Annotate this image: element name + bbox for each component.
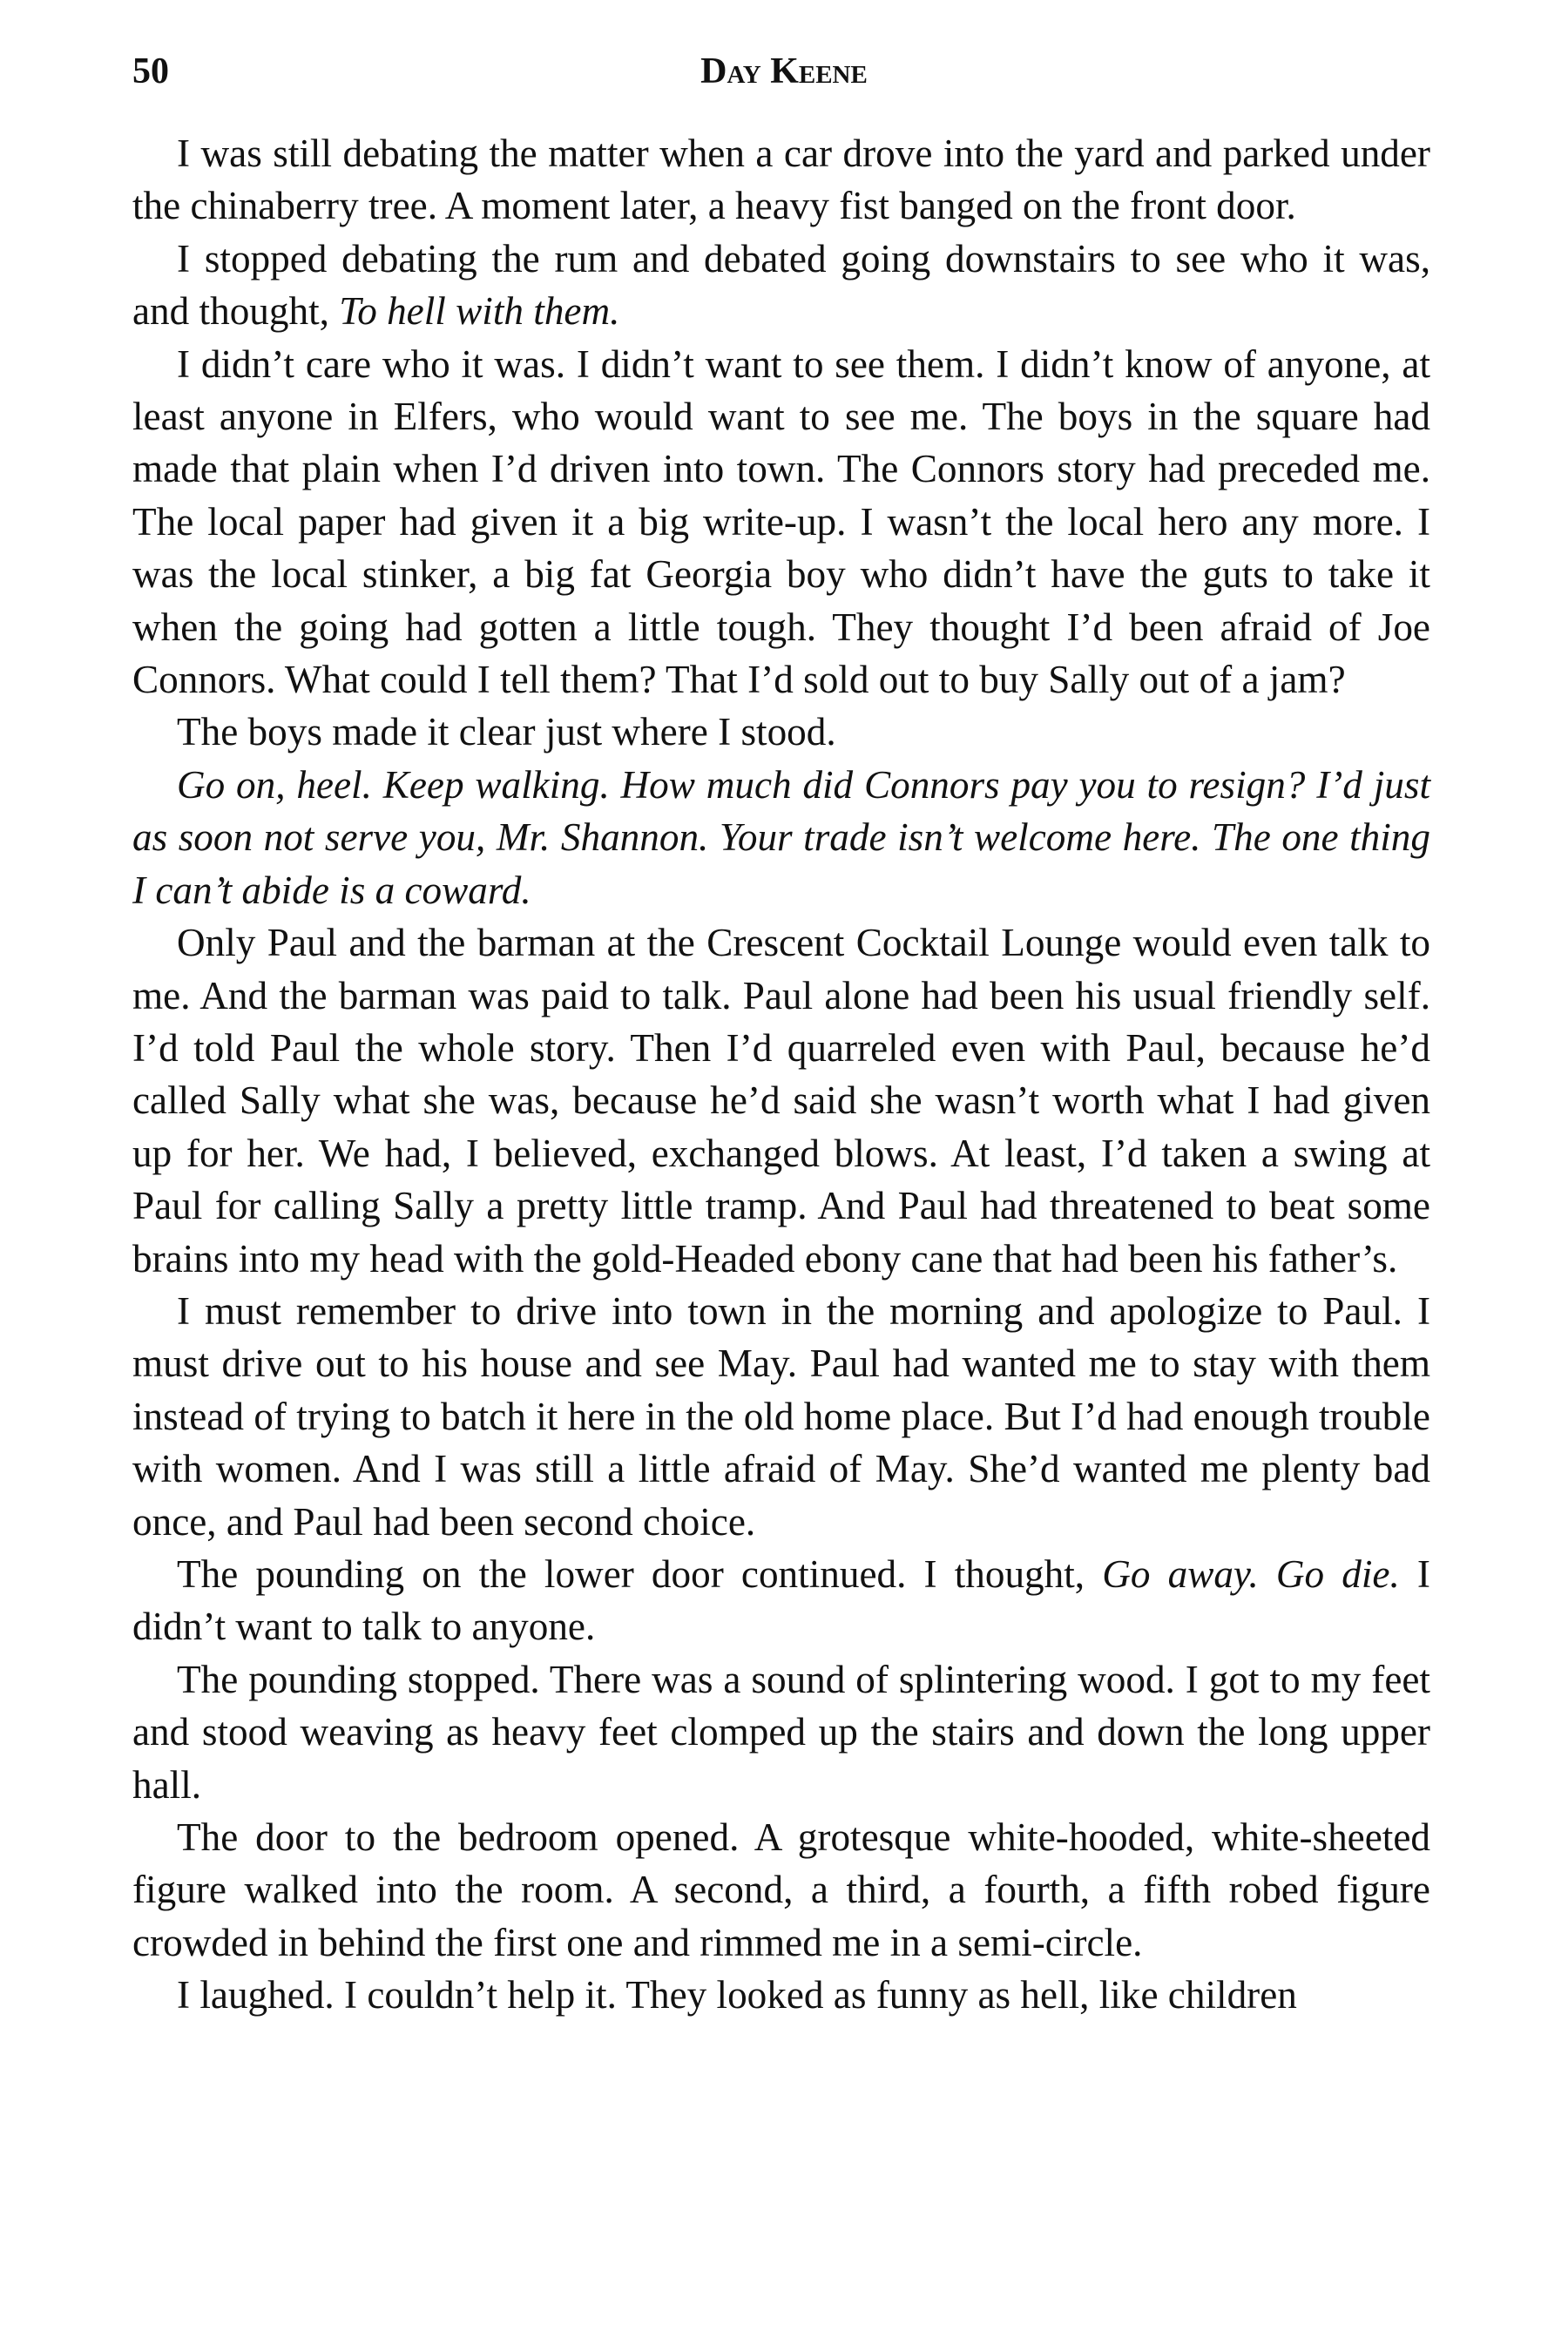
paragraph (132, 1969, 1430, 2021)
text-run: The pounding stopped. There was a sound of splintering wood. I got to my feet and stood weaving as heavy feet clomped up the stairs and down the long upper hall. (132, 1657, 1430, 1807)
italic-text: Go on, heel. Keep walking. How much did Connors pay you to resign? I’d just as soon not serve you, Mr. Shannon. Your trade isn’t welcome here. The one thing I can’t abide is a coward. (132, 762, 1430, 912)
paragraph (132, 1653, 1430, 1811)
italic-text: To hell with them. (339, 289, 620, 334)
paragraph (132, 233, 1430, 338)
text-run: I must remember to drive into town in the morning and apologize to Paul. I must drive out to his house and see May. Paul had wanted me to stay with them instead of trying to batch it here in the old home place. But I’d had enough trouble with women. And I was still a little afraid of May. She’d wanted me plenty bad once, and Paul had been second choice. (132, 1288, 1430, 1544)
text-run: I was still debating the matter when a car drove into the yard and parked under the chinaberry tree. A moment later, a heavy fist banged on the front door. (132, 132, 1430, 228)
paragraph (132, 706, 1430, 758)
text-run: I didn’t want to talk to anyone. (132, 1551, 1430, 1649)
text-run: The boys made it clear just where I stood. (177, 710, 836, 754)
text-run: I stopped debating the rum and debated going downstairs to see who it was, and thought, (132, 236, 1430, 334)
paragraph (132, 1285, 1430, 1548)
text-run: The pounding on the lower door continued. I thought, (177, 1551, 1103, 1596)
paragraph (132, 1811, 1430, 1969)
paragraph (132, 759, 1430, 916)
page-header (132, 45, 1436, 98)
paragraph (132, 1548, 1430, 1653)
text-run: I laughed. I couldn’t help it. They looked as funny as hell, like children (177, 1973, 1297, 2017)
paragraph (132, 338, 1430, 706)
paragraph (132, 916, 1430, 1285)
body-text (132, 127, 1430, 2022)
text-run: I didn’t care who it was. I didn’t want to see them. I didn’t know of anyone, at least anyone in Elfers, who would want to see me. The boys in the square had made that plain when I’d driven into town. The Connors story had preceded me. The local paper had given it a big write-up. I wasn’t the local hero any more. I was the local stinker, a big fat Georgia boy who didn’t have the guts to take it when the going had gotten a little tough. They thought I’d been afraid of Joe Connors. What could I tell them? That I’d sold out to buy Sally out of a jam? (132, 341, 1430, 702)
text-run: The door to the bedroom opened. A grotesque white-hooded, white-sheeted figure walked into the room. A second, a third, a fourth, a fifth robed figure crowded in behind the first one and rimmed me in a semi-circle. (132, 1815, 1430, 1964)
page-number: 50 (132, 51, 169, 91)
text-run: Only Paul and the barman at the Crescent Cocktail Lounge would even talk to me. And the barman was paid to talk. Paul alone had been his usual friendly self. I’d told Paul the whole story. Then I’d quarreled even with Paul, because he’d called Sally what she was, because he’d said she wasn’t worth what I had given up for her. We had, I believed, exchanged blows. At least, I’d taken a swing at Paul for calling Sally a pretty little tramp. And Paul had threatened to beat some brains into my head with the gold-Headed ebony cane that had been his father’s. (132, 921, 1430, 1281)
running-head: Day Keene (700, 51, 868, 91)
paragraph (132, 127, 1430, 233)
italic-text: Go away. Go die. (1102, 1551, 1400, 1596)
